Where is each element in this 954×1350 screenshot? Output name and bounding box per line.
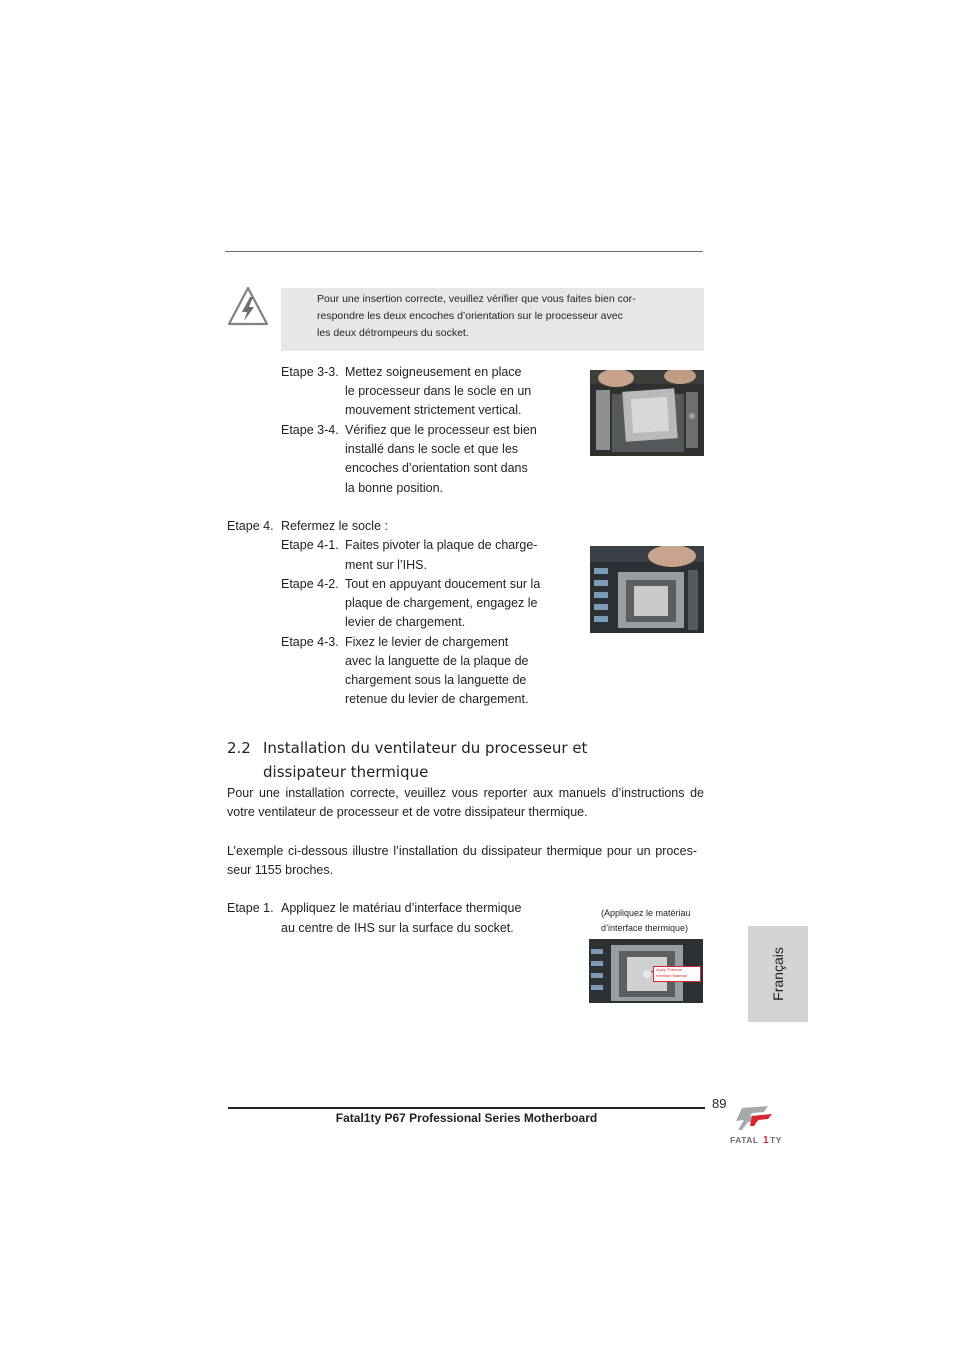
step-text: au centre de IHS sur la surface du socket. bbox=[281, 921, 514, 935]
thermal-interface-photo bbox=[589, 939, 703, 1003]
step-text: mouvement strictement vertical. bbox=[345, 403, 522, 417]
language-tab bbox=[748, 926, 808, 1022]
step-text: installé dans le socle et que les bbox=[345, 442, 519, 456]
footer-title: Fatal1ty P67 Professional Series Motherboard bbox=[335, 1111, 598, 1125]
step-label: Etape 4. bbox=[227, 519, 274, 533]
step-text: Vérifiez que le processeur est bien bbox=[345, 423, 537, 437]
step-text: levier de chargement. bbox=[345, 615, 466, 629]
header-rule bbox=[225, 251, 703, 252]
thermal-label-line: Interface Material bbox=[656, 973, 687, 978]
photo-caption: d’interface thermique) bbox=[601, 923, 689, 933]
caution-note bbox=[281, 288, 704, 351]
footer-rule bbox=[228, 1107, 705, 1109]
step-label: Etape 1. bbox=[227, 901, 274, 915]
step-label: Etape 4-3. bbox=[281, 635, 339, 649]
cpu-placement-photo bbox=[590, 370, 704, 456]
step-text: retenue du levier de chargement. bbox=[345, 692, 529, 706]
paragraph-line: L’exemple ci-dessous illustre l’installation du dissipateur thermique pour un proces- bbox=[227, 844, 697, 858]
section-number: 2.2 bbox=[227, 739, 251, 757]
fatal1ty-logo bbox=[728, 1104, 788, 1148]
language-label: Français bbox=[770, 947, 786, 1001]
step-text: plaque de chargement, engagez le bbox=[345, 596, 538, 610]
note-line: Pour une insertion correcte, veuillez vérifier que vous faites bien cor- bbox=[317, 293, 636, 305]
note-line: les deux détrompeurs du socket. bbox=[317, 327, 469, 339]
section-title: dissipateur thermique bbox=[263, 763, 429, 781]
svg-text:1: 1 bbox=[763, 1135, 769, 1146]
step-text: encoches d’orientation sont dans bbox=[345, 461, 528, 475]
step-text: Fixez le levier de chargement bbox=[345, 635, 509, 649]
step-text: avec la languette de la plaque de bbox=[345, 654, 529, 668]
step-text: Appliquez le matériau d’interface thermique bbox=[281, 901, 522, 915]
step-text: la bonne position. bbox=[345, 481, 443, 495]
step-label: Etape 3-3. bbox=[281, 365, 339, 379]
step-label: Etape 3-4. bbox=[281, 423, 339, 437]
paragraph-line: seur 1155 broches. bbox=[227, 863, 334, 877]
thermal-label-line: Apply Thermal bbox=[656, 967, 682, 972]
step-text: Mettez soigneusement en place bbox=[345, 365, 522, 379]
step-label: Etape 4-1. bbox=[281, 538, 339, 552]
paragraph-line: votre ventilateur de processeur et de votre dissipateur thermique. bbox=[227, 805, 588, 819]
page-number: 89 bbox=[712, 1096, 727, 1111]
section-title: Installation du ventilateur du processeur et bbox=[263, 739, 588, 757]
photo-caption: (Appliquez le matériau bbox=[601, 908, 691, 918]
step-text: chargement sous la languette de bbox=[345, 673, 527, 687]
step-text: Refermez le socle : bbox=[281, 519, 388, 533]
socket-closing-photo bbox=[590, 546, 704, 633]
step-text: ment sur l’IHS. bbox=[345, 558, 427, 572]
step-text: le processeur dans le socle en un bbox=[345, 384, 532, 398]
thermal-label bbox=[653, 966, 701, 982]
svg-text:TY: TY bbox=[770, 1135, 782, 1145]
note-line: respondre les deux encoches d’orientation sur le processeur avec bbox=[317, 310, 623, 322]
warning-icon bbox=[227, 286, 269, 326]
paragraph-line: Pour une installation correcte, veuillez vous reporter aux manuels d’instructions de bbox=[227, 786, 704, 800]
step-text: Faites pivoter la plaque de charge- bbox=[345, 538, 538, 552]
svg-text:FATAL: FATAL bbox=[730, 1135, 759, 1145]
step-label: Etape 4-2. bbox=[281, 577, 339, 591]
step-text: Tout en appuyant doucement sur la bbox=[345, 577, 541, 591]
